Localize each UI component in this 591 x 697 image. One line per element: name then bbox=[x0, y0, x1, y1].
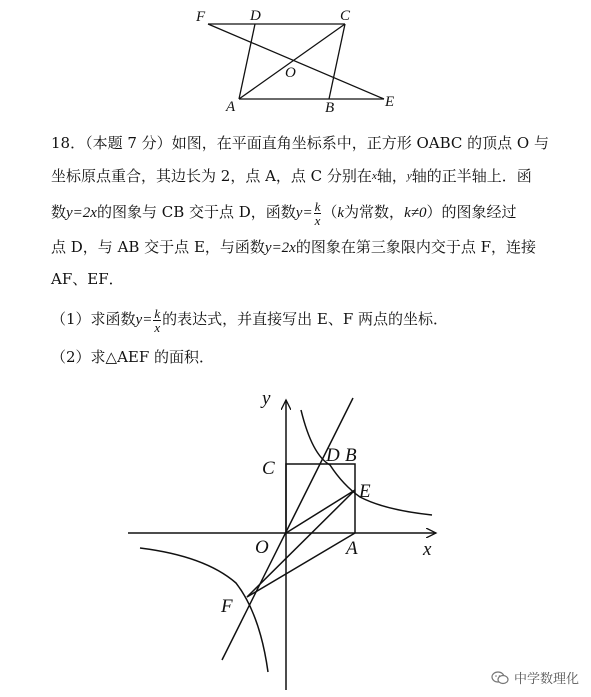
problem-line-5: AF、EF． bbox=[51, 270, 124, 288]
problem-text-1: 如图，在平面直角坐标系中，正方形 OABC 的顶点 O 与 bbox=[171, 134, 549, 152]
label-D2: D bbox=[326, 445, 340, 466]
watermark bbox=[491, 668, 579, 687]
coordinate-figure bbox=[0, 375, 591, 697]
hyperbola-third-quadrant bbox=[140, 548, 268, 672]
label-D: D bbox=[250, 8, 261, 24]
label-E: E bbox=[385, 94, 395, 110]
label-B: B bbox=[325, 100, 335, 116]
label-E2: E bbox=[359, 481, 371, 502]
label-B2: B bbox=[345, 445, 357, 466]
question-2: （2）求△AEF 的面积． bbox=[51, 348, 215, 366]
problem-number: 18． bbox=[51, 134, 86, 152]
label-A2: A bbox=[346, 538, 358, 559]
label-A: A bbox=[226, 99, 236, 115]
label-O2: O bbox=[255, 537, 269, 558]
fraction-k-over-x: $\frac{k}{x}$ bbox=[314, 198, 321, 228]
segment-FE bbox=[208, 24, 384, 99]
problem-line-3: 数y=2x的图象与 CB 交于点 D，函数y= $\frac{k}{x}$ （k为常数，k≠0）的图象经过 bbox=[51, 198, 517, 228]
axis-label-y: y bbox=[262, 388, 271, 409]
label-C2: C bbox=[262, 458, 275, 479]
top-figure bbox=[0, 0, 591, 120]
problem-line-1 bbox=[51, 133, 549, 153]
axis-label-x: x bbox=[423, 539, 432, 560]
watermark-text: 中学数理化 bbox=[513, 672, 579, 687]
problem-meta: （本题 7 分） bbox=[85, 134, 172, 152]
square-OABC bbox=[286, 464, 355, 533]
problem-line-2: 坐标原点重合，其边长为 2，点 A，点 C 分别在$^x$轴，$^y$轴的正半轴上．函 bbox=[51, 167, 532, 185]
segment-DA bbox=[239, 24, 255, 99]
segment-CB bbox=[329, 24, 345, 99]
label-C: C bbox=[340, 8, 351, 24]
problem-line-4: 点 D，与 AB 交于点 E，与函数y=2x的图象在第三象限内交于点 F，连接 bbox=[51, 238, 537, 256]
wechat-icon bbox=[491, 671, 509, 685]
label-F: F bbox=[196, 9, 206, 25]
line-y-2x bbox=[222, 398, 353, 660]
label-O: O bbox=[285, 65, 296, 81]
fraction-k-over-x-q1: $\frac{k}{x}$ bbox=[154, 305, 161, 335]
label-F2: F bbox=[221, 596, 233, 617]
segment-AC bbox=[239, 24, 345, 99]
question-1: （1）求函数y= $\frac{k}{x}$ 的表达式，并直接写出 E、F 两点的坐标． bbox=[51, 305, 449, 335]
